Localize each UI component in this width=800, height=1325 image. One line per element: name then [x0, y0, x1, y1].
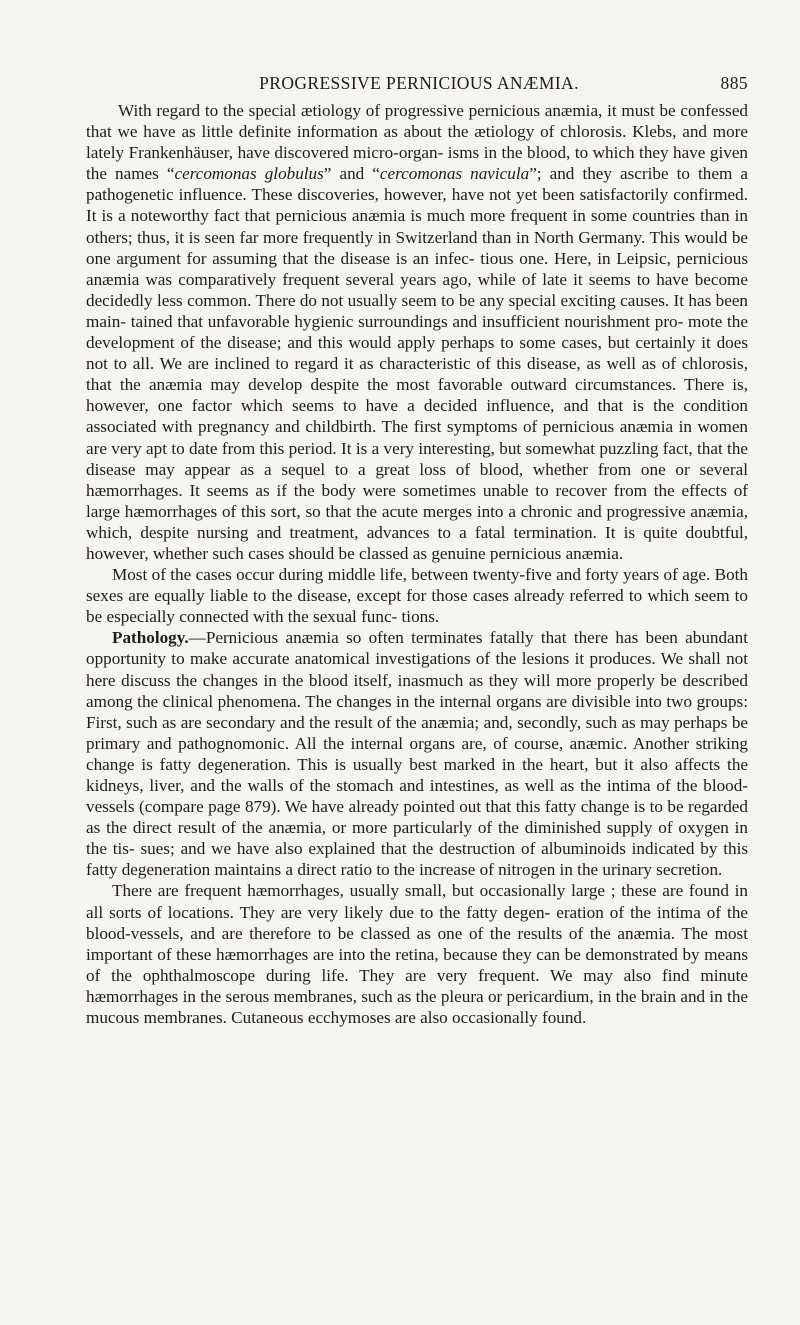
paragraph — [86, 100, 748, 564]
text-run: Most of the cases occur during middle life, between twenty-five and forty years of age. Both sexes are equally liable to the disease, except for those cases already referred to which seem to be especially connected with the sexual func- tions. — [86, 565, 748, 627]
text-run: There are frequent hæmorrhages, usually small, but occasionally large ; these are found in all sorts of locations. They are very likely due to the fatty degen- eration of the intima of the blood-vessels, and are therefore to be classed as one of the results of the anæmia. The most important of these hæmorrhages are into the retina, because they can be demonstrated by means of the ophthalmoscope during life. They are very frequent. We may also find minute hæmorrhages in the serous membranes, such as the pleura or pericardium, in the brain and in the mucous membranes. Cutaneous ecchymoses are also occasionally found. — [86, 881, 748, 1028]
text-run: ”; and they ascribe to them a pathogenetic influence. These discoveries, however, have not yet been satisfactorily confirmed. It is a noteworthy fact that pernicious anæmia is much more frequent in some countries than in others; thus, it is seen far more frequently in Switzerland than in North Germany. This would be one argument for assuming that the disease is an infec- tious one. Here, in Leipsic, pernicious anæmia was comparatively frequent several years ago, while of late it seems to have become decidedly less common. There do not usually seem to be any special exciting causes. It has been main- tained that unfavorable hygienic surroundings and insufficient nourishment pro- mote the development of the disease; and this would apply perhaps to some cases, but certainly it does not to all. We are inclined to regard it as characteristic of this disease, as well as of chlorosis, that the anæmia may develop despite the most favorable outward circumstances. There is, however, one factor which seems to have a decided influence, and that is the condition associated with pregnancy and childbirth. The first symptoms of pernicious anæmia in women are very apt to date from this period. It is a very interesting, but somewhat puzzling fact, that the disease may appear as a sequel to a great loss of blood, whether from one or several hæmorrhages. It seems as if the body were sometimes unable to recover from the effects of large hæmorrhages of this sort, so that the acute merges into a chronic and progressive anæmia, which, despite nursing and treatment, advances to a fatal termination. It is quite doubtful, however, whether such cases should be classed as genuine pernicious anæmia. — [86, 164, 748, 563]
paragraph — [86, 627, 748, 880]
page-number: 885 — [720, 73, 748, 93]
italic-term: cercomonas globulus — [174, 164, 324, 184]
text-run: —Pernicious anæmia so often terminates fatally that there has been abundant opportunity to make accurate anatomical investigations of the lesions it produces. We shall not here discuss the changes in the blood itself, inasmuch as they will more properly be described among the clinical phenomena. The changes in the internal organs are divisible into two groups: First, such as are secondary and the result of the anæmia; and, secondly, such as may perhaps be primary and pathognomonic. All the internal organs are, of course, anæmic. Another striking change is fatty degeneration. This is usually best marked in the heart, but it also affects the kidneys, liver, and the walls of the stomach and intestines, as well as the intima of the blood-vessels (compare page 879). We have already pointed out that this fatty change is to be regarded as the direct result of the anæmia, or more particularly of the diminished supply of oxygen in the tis- sues; and we have also explained that the destruction of albuminoids indicated by this fatty degeneration maintains a direct ratio to the increase of nitrogen in the urinary secretion. — [86, 628, 748, 880]
italic-term: cercomonas navicula — [379, 164, 530, 184]
text-run: With regard to the special ætiology of progressive pernicious anæmia, it must be confessed that we have as little definite information as about the ætiology of chlorosis. Klebs, and more lately Frankenhäuser, have discovered micro-organ- isms in the blood, to which they have given the names “ — [86, 101, 748, 184]
paragraph — [86, 564, 748, 627]
running-title: PROGRESSIVE PERNICIOUS ANÆMIA. — [259, 73, 579, 93]
section-heading: Pathology. — [112, 628, 189, 648]
page-header — [90, 73, 748, 97]
text-run: ” and “ — [323, 164, 380, 184]
body-text — [86, 100, 748, 1028]
paragraph — [86, 880, 748, 1028]
